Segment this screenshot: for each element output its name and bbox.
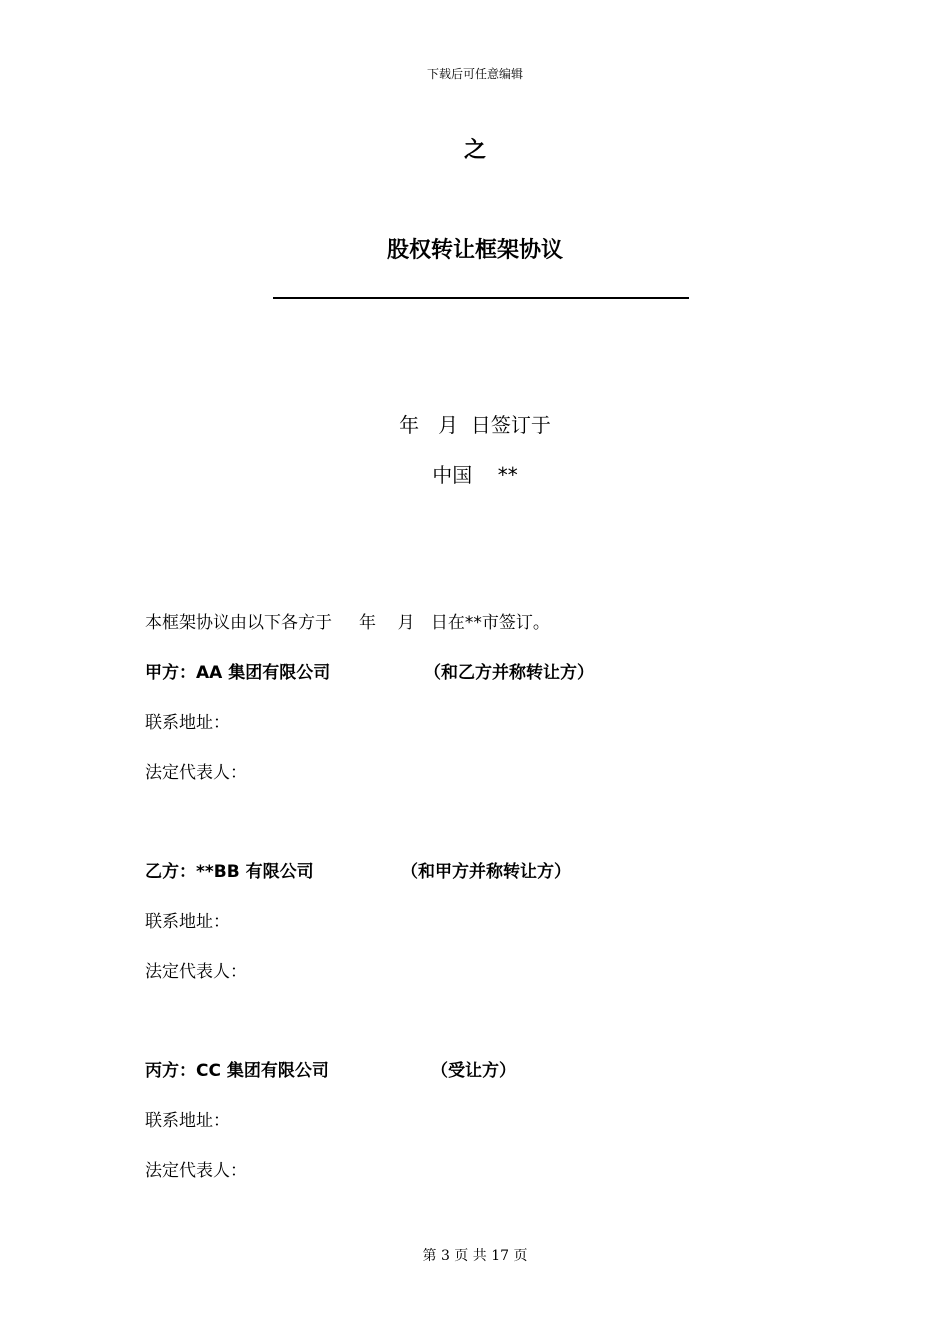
- party-a-representative-label: 法定代表人：: [145, 763, 247, 783]
- signing-place: 中国 **: [432, 463, 518, 487]
- party-c-address-label: 联系地址：: [145, 1111, 230, 1131]
- intro-paragraph: 本框架协议由以下各方于 年 月 日在**市签订。: [145, 613, 550, 633]
- title-underline: [273, 297, 689, 299]
- header-note: 下载后可任意编辑: [426, 67, 523, 81]
- party-a-role: （和乙方并称转让方）: [424, 663, 594, 683]
- party-c-heading: 丙方：CC 集团有限公司: [145, 1061, 329, 1081]
- page-footer: 第 3 页 共 17 页: [422, 1248, 528, 1264]
- party-b-representative-label: 法定代表人：: [145, 962, 247, 982]
- signing-date: 年 月 日签订于: [399, 413, 551, 437]
- party-a-address-label: 联系地址：: [145, 713, 230, 733]
- party-c-role: （受让方）: [431, 1061, 516, 1081]
- party-c-representative-label: 法定代表人：: [145, 1161, 247, 1181]
- document-title: 股权转让框架协议: [386, 238, 563, 263]
- document-title-prefix: 之: [463, 138, 486, 163]
- party-a-heading: 甲方：AA 集团有限公司: [145, 663, 331, 683]
- party-b-address-label: 联系地址：: [145, 912, 230, 932]
- party-b-heading: 乙方：**BB 有限公司: [145, 862, 314, 882]
- party-b-role: （和甲方并称转让方）: [401, 862, 571, 882]
